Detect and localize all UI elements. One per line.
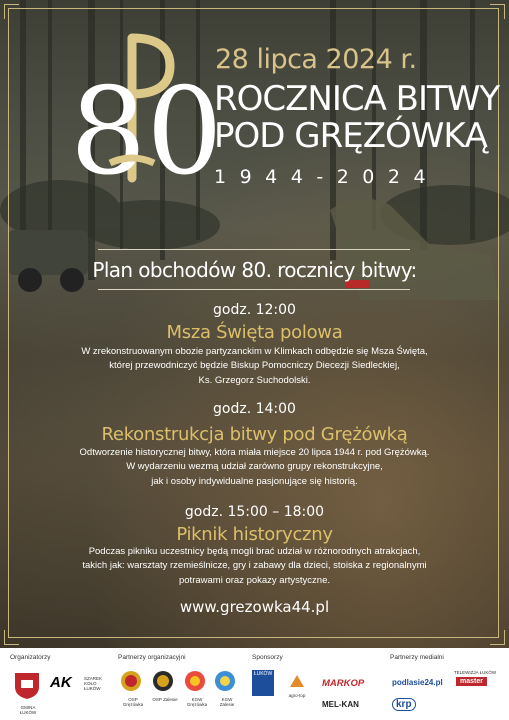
media-label: Partnerzy medialni bbox=[390, 654, 444, 661]
osp-grezowka-logo bbox=[120, 670, 146, 707]
kgw-grezowka-logo bbox=[184, 670, 210, 707]
description-line: Ks. Grzegorz Suchodolski. bbox=[198, 374, 311, 386]
event-title: Rekonstrukcja bitwy pod Grężówką bbox=[101, 424, 408, 445]
mel-kan-logo: MEL-KAN bbox=[322, 700, 359, 709]
event-description bbox=[40, 345, 469, 388]
description-line: Podczas pikniku uczestnicy będą mogli brać udział w różnorodnych atrakcjach, bbox=[88, 546, 421, 557]
partners-label: Partnerzy organizacyjni bbox=[118, 654, 186, 661]
description-line: której przewodniczyć będzie Biskup Pomocniczy Diecezji Siedleckiej, bbox=[109, 360, 400, 372]
event-time: godz. 14:00 bbox=[213, 401, 296, 417]
frame-corner bbox=[490, 630, 505, 645]
kgw-zalesie-logo bbox=[214, 670, 240, 707]
osp-zalesie-logo bbox=[152, 670, 178, 702]
anniversary-80-logo bbox=[70, 28, 223, 202]
event-title: Msza Święta polowa bbox=[166, 322, 343, 343]
title-line-2: POD GRĘZÓWKĄ bbox=[214, 116, 487, 156]
sponsors-label: Sponsorzy bbox=[252, 654, 283, 661]
flower-icon bbox=[184, 670, 206, 692]
event-title: Piknik historyczny bbox=[176, 524, 333, 545]
divider-top bbox=[98, 249, 410, 250]
title-line-1: ROCZNICA BITWY bbox=[214, 79, 500, 119]
divider-bottom bbox=[98, 289, 410, 290]
telewizja-lukow-label: TELEWIZJA ŁUKÓW bbox=[453, 670, 497, 675]
master-logo: master bbox=[456, 677, 487, 686]
logo-caption: KGW Gręzówka bbox=[186, 697, 208, 707]
description-line: Odtworzenie historycznej bitwy, która miała miejsce 20 lipca 1944 r. pod Grężówką. bbox=[79, 447, 430, 458]
fire-brigade-icon bbox=[152, 670, 174, 692]
frame-corner bbox=[490, 4, 505, 19]
logo-caption: OSP Zalesie bbox=[152, 697, 178, 702]
logo-number-80: 80 bbox=[70, 63, 223, 202]
description-line: jak i osoby indywidualne pasjonujące się historią. bbox=[151, 475, 358, 487]
ak-text: AK bbox=[50, 674, 72, 691]
fire-brigade-icon bbox=[120, 670, 142, 692]
description-line: W zrekonstruowanym obozie partyzanckim w Klimkach odbędzie się Msza Święta, bbox=[81, 346, 428, 357]
event-time: godz. 15:00 – 18:00 bbox=[184, 504, 325, 520]
logo-caption: KGW Zalesie bbox=[219, 697, 235, 707]
event-description bbox=[40, 446, 469, 489]
frame-corner bbox=[4, 4, 19, 19]
organizers-label: Organizatorzy bbox=[10, 654, 51, 661]
lukow-logo bbox=[252, 670, 274, 696]
markop-logo: MARKOP bbox=[322, 678, 365, 689]
event-time: godz. 12:00 bbox=[213, 302, 296, 318]
frame-corner bbox=[4, 630, 19, 645]
leaf-icon bbox=[289, 674, 305, 688]
description-line: potrawami oraz pokazy artystyczne. bbox=[178, 574, 330, 586]
krp-logo: krp bbox=[392, 698, 416, 711]
szarek-logo-text: SZAREK KOŁO ŁUKÓW bbox=[84, 676, 103, 691]
ak-logo bbox=[50, 674, 72, 692]
agro-top-logo bbox=[282, 674, 312, 698]
logo-caption: OSP Gręzówka bbox=[122, 697, 144, 707]
lukow-text: ŁUKÓW bbox=[253, 671, 273, 677]
years-range: 1944-2024 bbox=[214, 166, 440, 188]
website-link[interactable]: www.grezowka44.pl bbox=[179, 598, 330, 616]
gmina-lukow-logo bbox=[12, 670, 44, 715]
sponsor-footer bbox=[0, 648, 509, 720]
logo-caption: GMINA ŁUKÓW bbox=[19, 705, 37, 715]
description-line: takich jak: warsztaty rzemieślnicze, gry i zabawy dla dzieci, stoiska z regionalnymi bbox=[82, 560, 427, 572]
logo-caption: agro-top bbox=[288, 693, 306, 698]
event-description bbox=[40, 545, 469, 588]
wreath-icon bbox=[214, 670, 236, 692]
crest-icon bbox=[12, 670, 42, 700]
event-date: 28 lipca 2024 r. bbox=[215, 44, 417, 75]
podlasie24-logo: podlasie24.pl bbox=[392, 678, 443, 687]
plan-title: Plan obchodów 80. rocznicy bitwy: bbox=[92, 258, 417, 282]
description-line: W wydarzeniu wezmą udział zarówno grupy rekonstrukcyjne, bbox=[126, 461, 383, 473]
